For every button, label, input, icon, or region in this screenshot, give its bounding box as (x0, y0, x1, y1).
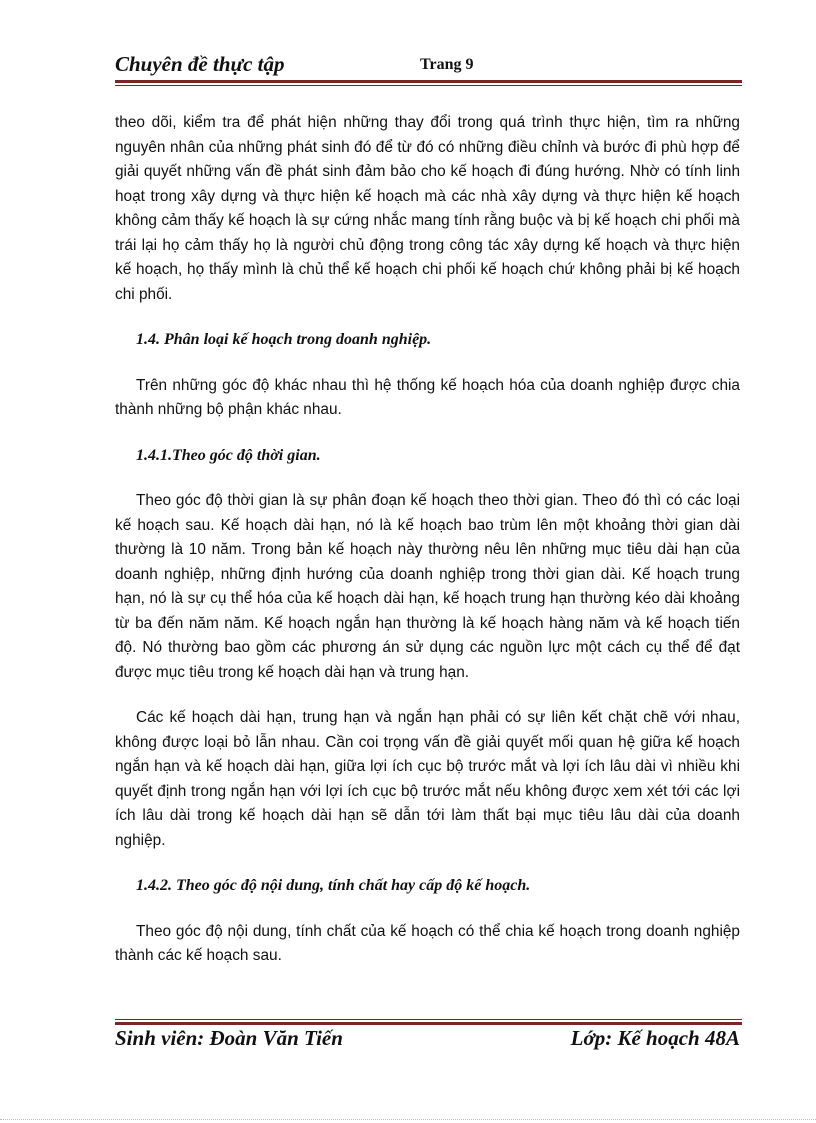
page-footer (115, 1026, 742, 1056)
paragraph-continuation: theo dõi, kiểm tra để phát hiện những thay đổi trong quá trình thực hiện, tìm ra những nguyên nhân của những phát sinh đó để từ đó có những điều chỉnh và bước đi phù hợp để giải quyết những vấn đề phát sinh đảm bảo cho kế hoạch đi đúng hướng. Nhờ có tính linh hoạt trong xây dựng và thực hiện kế hoạch mà các nhà xây dựng và thực hiện kế hoạch không cảm thấy kế hoạch là sự cứng nhắc mang tính rằng buộc và bị kế hoạch chi phối mà trái lại họ cảm thấy họ là người chủ động trong công tác xây dựng kế hoạch và thực hiện kế hoạch, họ thấy mình là chủ thể kế hoạch chi phối kế hoạch chứ không phải bị kế hoạch chi phối. (115, 114, 740, 303)
paragraph-time-perspective: Theo góc độ thời gian là sự phân đoạn kế hoạch theo thời gian. Theo đó thì có các loại kế hoạch sau. Kế hoạch dài hạn, nó là kế hoạch bao trùm lên một khoảng thời gian dài thường là 10 năm. Trong bản kế hoạch này thường nêu lên những mục tiêu dài hạn của doanh nghiệp, những định hướng của doanh nghiệp trong thời gian dài. Kế hoạch trung hạn, nó là sự cụ thể hóa của kế hoạch dài hạn, kế hoạch trung hạn thường kéo dài khoảng từ ba đến năm năm. Kế hoạch ngắn hạn thường là kế hoạch hàng năm và kế hoạch tiến độ. Nó thường bao gồm các phương án sử dụng các nguồn lực một cách cụ thể để đạt được mục tiêu trong kế hoạch dài hạn và trung hạn. (115, 492, 740, 681)
section-heading-1-4: 1.4. Phân loại kế hoạch trong doanh nghiệp. (136, 331, 432, 348)
header-rule-thick (115, 80, 742, 83)
footer-student: Sinh viên: Đoàn Văn Tiến (115, 1026, 343, 1050)
footer-rule-thin (115, 1019, 742, 1020)
header-rule-thin (115, 85, 742, 86)
header-title: Chuyên đề thực tập (115, 52, 285, 76)
page-header (115, 52, 740, 82)
footer-rule-thick (115, 1022, 742, 1025)
page-edge-divider (0, 1119, 816, 1120)
page-body (115, 111, 740, 969)
section-heading-1-4-1: 1.4.1.Theo góc độ thời gian. (136, 446, 321, 464)
paragraph-intro: Trên những góc độ khác nhau thì hệ thống kế hoạch hóa của doanh nghiệp được chia thành những bộ phận khác nhau. (115, 376, 740, 418)
paragraph-content-perspective: Theo góc độ nội dung, tính chất của kế hoạch có thể chia kế hoạch trong doanh nghiệp thành các kế hoạch sau. (115, 922, 740, 964)
page-number: Trang 9 (420, 56, 474, 73)
section-heading-1-4-2: 1.4.2. Theo góc độ nội dung, tính chất hay cấp độ kế hoạch. (136, 877, 531, 894)
footer-class: Lớp: Kế hoạch 48A (570, 1026, 740, 1050)
paragraph-plan-linkage: Các kế hoạch dài hạn, trung hạn và ngắn hạn phải có sự liên kết chặt chẽ với nhau, không được loại bỏ lẫn nhau. Cần coi trọng vấn đề giải quyết mối quan hệ giữa kế hoạch ngắn hạn và kế hoạch dài hạn, giữa lợi ích cục bộ trước mắt và lợi ích lâu dài vì nhiều khi quyết định trong ngắn hạn với lợi ích cục bộ trước mắt nếu không được xem xét tới các lợi ích lâu dài trong kế hoạch dài hạn sẽ dẫn tới làm thất bại mục tiêu lâu dài của doanh nghiệp. (115, 709, 740, 849)
